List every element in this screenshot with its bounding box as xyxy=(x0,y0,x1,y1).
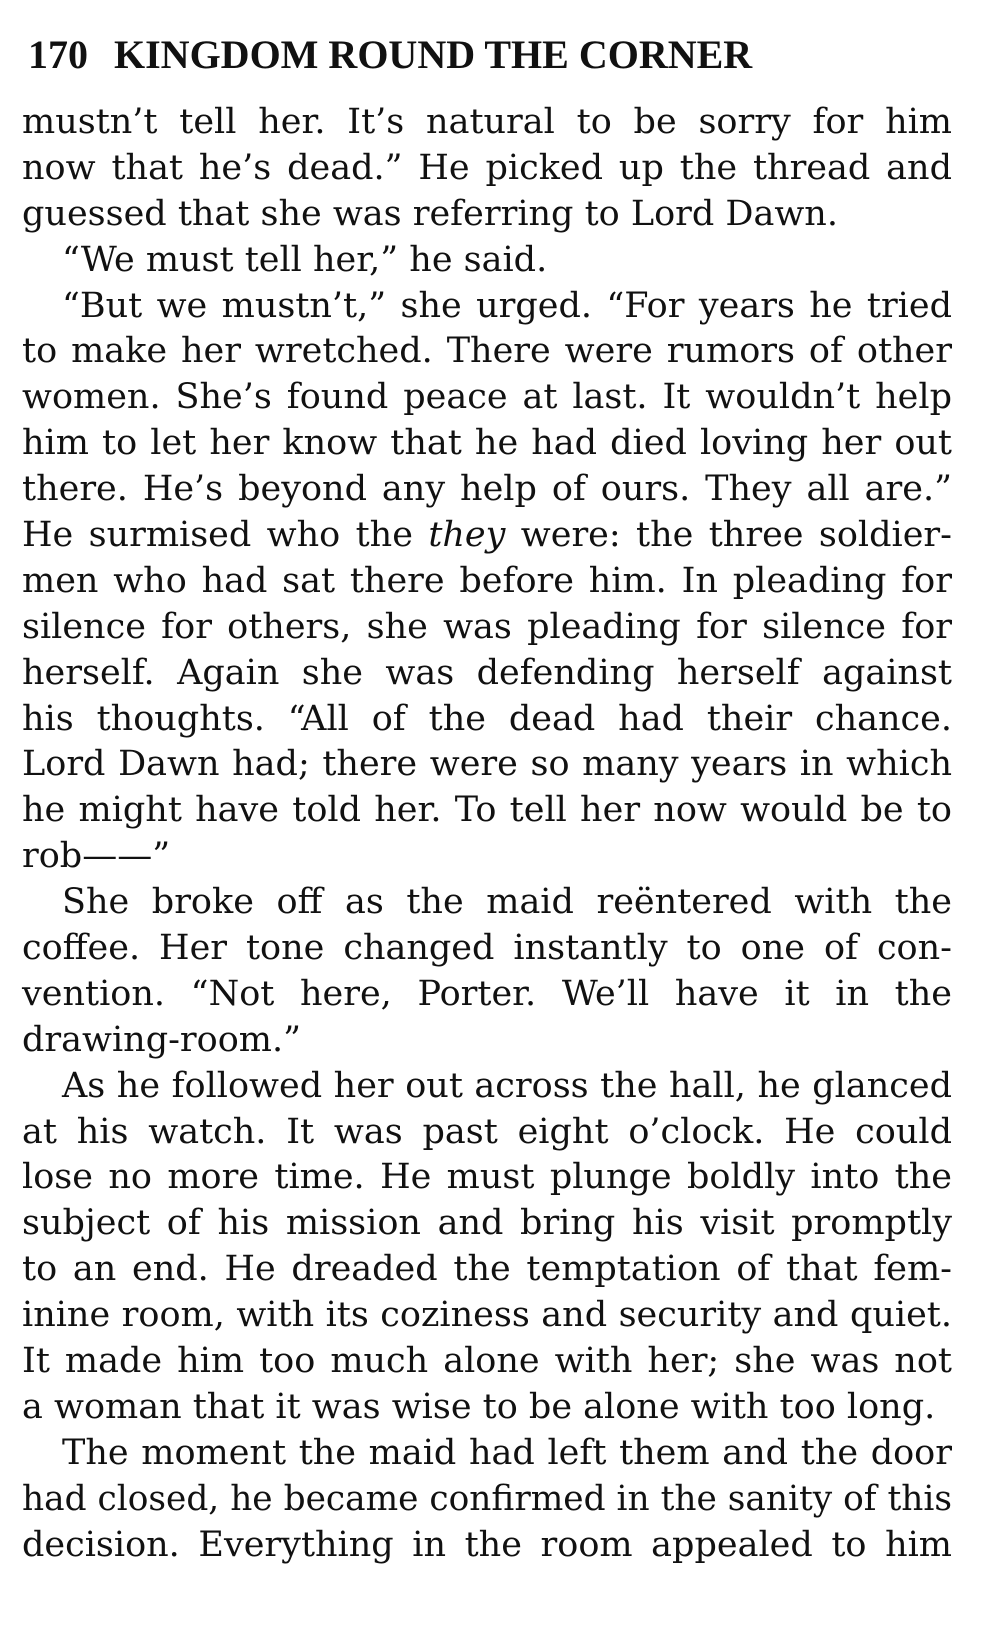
text-line: The moment the maid had left them and the door xyxy=(62,1432,952,1473)
text-line: subject of his mission and bring his visit promptly xyxy=(22,1203,952,1244)
text-line: silence for others, she was pleading for silence for xyxy=(22,606,952,647)
text-line: now that he’s dead.” He picked up the thread and xyxy=(22,147,952,188)
text-line: She broke off as the maid reëntered with the xyxy=(62,882,952,923)
text-line: to an end. He dreaded the temptation of that fem- xyxy=(22,1249,952,1290)
text-line: inine room, with its coziness and security and quiet. xyxy=(22,1295,952,1336)
text-line: a woman that it was wise to be alone with too long. xyxy=(22,1386,936,1427)
text-line: As he followed her out across the hall, he glanced xyxy=(62,1065,952,1106)
text-line: he might have told her. To tell her now would be to xyxy=(22,790,952,831)
text-line: herself. Again she was defending herself against xyxy=(22,652,952,693)
text-line: rob——” xyxy=(22,836,171,877)
text-line: him to let her know that he had died loving her out xyxy=(22,423,952,464)
text-segment: were: the three soldier- xyxy=(520,515,952,556)
text-line: vention. “Not here, Porter. We’ll have it in the xyxy=(22,973,952,1014)
text-line xyxy=(22,513,952,559)
text-line: there. He’s beyond any help of ours. They all are.” xyxy=(22,469,952,510)
page-body xyxy=(22,100,952,1569)
text-line: decision. Everything in the room appealed to him xyxy=(22,1524,952,1565)
running-title: KINGDOM ROUND THE CORNER xyxy=(114,32,753,77)
text-line: lose no more time. He must plunge boldly into the xyxy=(22,1157,952,1198)
text-line: drawing-room.” xyxy=(22,1019,302,1060)
text-line: coffee. Her tone changed instantly to one of con- xyxy=(22,928,952,969)
text-line: “But we mustn’t,” she urged. “For years he tried xyxy=(62,285,952,326)
text-line: at his watch. It was past eight o’clock. He could xyxy=(22,1111,952,1152)
page-header xyxy=(28,30,968,80)
text-line: It made him too much alone with her; she was not xyxy=(22,1341,952,1382)
italic-word: they xyxy=(428,515,506,556)
text-line: his thoughts. “All of the dead had their chance. xyxy=(22,698,952,739)
text-line: “We must tell her,” he said. xyxy=(62,239,548,280)
text-line: to make her wretched. There were rumors of other xyxy=(22,331,952,372)
text-segment: He surmised who the xyxy=(22,515,413,556)
text-line: Lord Dawn had; there were so many years in which xyxy=(22,744,952,785)
text-line: guessed that she was referring to Lord Dawn. xyxy=(22,193,838,234)
page-number: 170 xyxy=(28,32,88,77)
text-line: men who had sat there before him. In pleading for xyxy=(22,560,952,601)
text-line: mustn’t tell her. It’s natural to be sorry for him xyxy=(22,102,952,142)
text-line: women. She’s found peace at last. It wouldn’t help xyxy=(22,377,952,418)
text-line: had closed, he became confirmed in the sanity of this xyxy=(22,1478,952,1519)
